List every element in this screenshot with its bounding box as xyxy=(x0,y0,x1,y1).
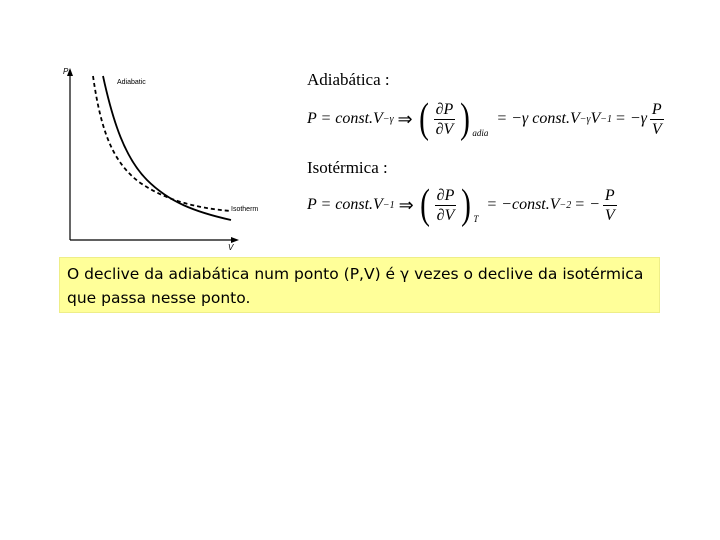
adiabatic-eq-rhs-end: = −γ xyxy=(615,110,647,127)
isothermal-deriv-num: ∂P xyxy=(436,186,455,204)
right-paren-icon: ) xyxy=(460,96,471,142)
right-paren-icon: ) xyxy=(461,182,472,228)
adiabatic-eq-rhs-mid: V xyxy=(590,110,601,127)
isotherm-label: Isotherm xyxy=(231,206,259,213)
pv-diagram-svg xyxy=(55,62,265,252)
adiabatic-curve xyxy=(103,76,231,220)
adiabatic-eq-rhs-exp1: −γ xyxy=(579,113,591,125)
adiabatic-label: Adiabatic xyxy=(117,79,146,86)
adiabatic-result-fraction xyxy=(650,100,664,139)
isothermal-formula xyxy=(307,184,620,226)
isothermal-derivative xyxy=(435,186,457,225)
left-paren-icon: ( xyxy=(418,96,429,142)
adiabatic-deriv-sub: adia xyxy=(472,128,489,138)
adiabatic-derivative xyxy=(434,100,456,139)
isotherm-curve xyxy=(93,76,231,211)
isothermal-eq-rhs-end: = − xyxy=(574,196,600,213)
adiabatic-eq-rhs: = −γ const.V xyxy=(496,110,580,127)
adiabatic-eq-lhs: P = const.V xyxy=(307,110,383,127)
isothermal-result-fraction xyxy=(603,186,617,225)
isothermal-eq-lhs: P = const.V xyxy=(307,196,383,213)
isothermal-deriv-sub: T xyxy=(473,214,479,224)
adiabatic-heading: Adiabática : xyxy=(307,70,390,89)
pv-diagram xyxy=(55,62,265,252)
adiabatic-deriv-num: ∂P xyxy=(435,100,454,118)
adiabatic-eq-rhs-exp2: −1 xyxy=(600,113,613,125)
isothermal-eq-rhs: = −const.V xyxy=(486,196,560,213)
y-axis-label: P xyxy=(63,67,69,76)
adiabatic-frac-den: V xyxy=(651,120,662,138)
adiabatic-deriv-den: ∂V xyxy=(435,120,454,138)
isothermal-eq-lhs-exp: −1 xyxy=(382,199,395,211)
isothermal-frac-den: V xyxy=(604,206,615,224)
isothermal-eq-rhs-exp: −2 xyxy=(559,199,572,211)
left-paren-icon: ( xyxy=(419,182,430,228)
adiabatic-eq-lhs-exp: −γ xyxy=(382,113,394,125)
x-axis-label: V xyxy=(228,243,234,252)
explanation-note: O declive da adiabática num ponto (P,V) é γ vezes o declive da isotérmica que passa nesse ponto. xyxy=(59,257,660,313)
isothermal-heading: Isotérmica : xyxy=(307,158,388,177)
implies-icon: ⇒ xyxy=(397,108,413,129)
isothermal-deriv-den: ∂V xyxy=(436,206,455,224)
isothermal-frac-num: P xyxy=(604,186,615,204)
adiabatic-formula xyxy=(307,98,667,140)
implies-icon: ⇒ xyxy=(398,194,414,215)
adiabatic-frac-num: P xyxy=(651,100,662,118)
